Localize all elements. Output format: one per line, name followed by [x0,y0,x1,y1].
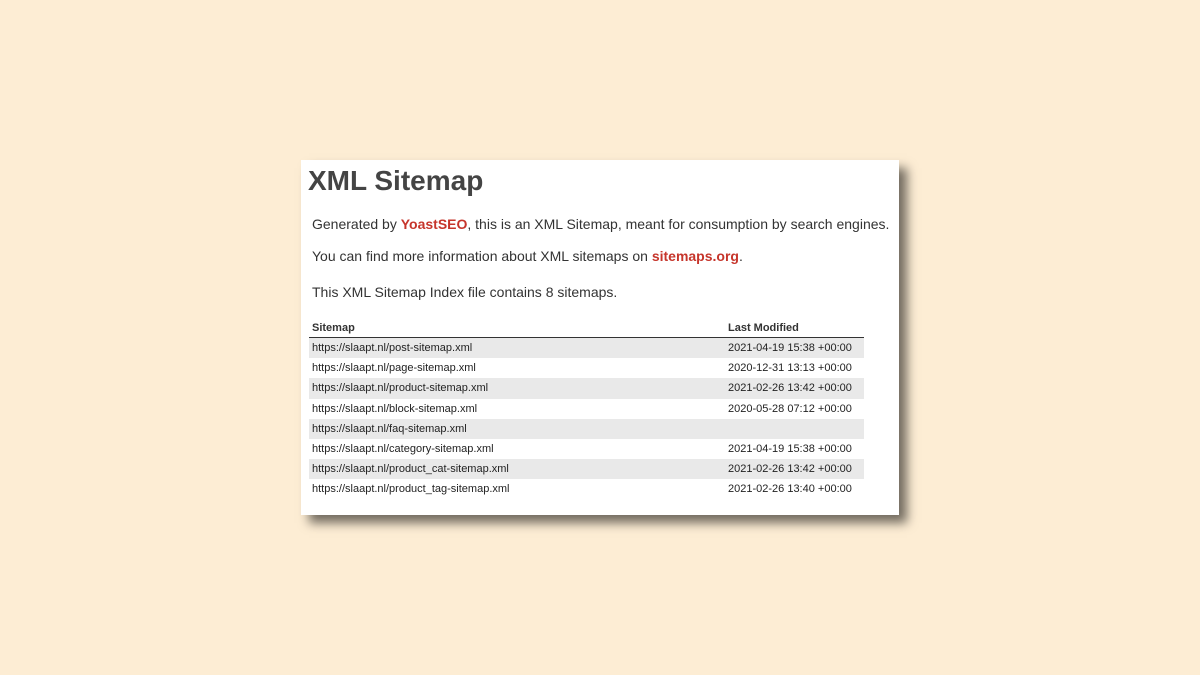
sitemap-card [301,160,899,515]
intro-prefix: Generated by [312,216,401,232]
page-title: XML Sitemap [308,165,484,196]
last-modified-cell: 2021-02-26 13:42 +00:00 [725,459,864,479]
sitemap-url-cell [309,399,725,419]
sitemap-link[interactable]: https://slaapt.nl/product_tag-sitemap.xml [312,483,510,496]
info-suffix: . [738,248,743,264]
sitemap-column-header: Sitemap [309,318,725,338]
sitemap-link[interactable]: https://slaapt.nl/faq-sitemap.xml [312,422,467,435]
sitemap-link[interactable]: https://slaapt.nl/product-sitemap.xml [312,382,489,395]
sitemap-url-cell [309,338,725,359]
info-prefix: You can find more information about XML sitemaps on [312,248,652,264]
sitemap-url-cell [309,459,725,479]
table-row [309,419,864,439]
sitemap-link[interactable]: https://slaapt.nl/product_cat-sitemap.xml [312,463,509,476]
last-modified-column-header: Last Modified [725,318,864,338]
last-modified-cell: 2020-05-28 07:12 +00:00 [728,402,852,415]
table-row [309,459,864,479]
sitemap-url-cell [309,419,725,439]
sitemap-url-cell [309,439,725,459]
sitemap-url-cell [309,378,725,398]
intro-text [312,215,889,233]
table-row [309,439,864,459]
sitemap-link[interactable]: https://slaapt.nl/category-sitemap.xml [312,443,494,456]
table-row [309,378,864,398]
sitemaps-org-link[interactable]: sitemaps.org [651,248,739,264]
table-row [309,358,864,378]
sitemap-link[interactable]: https://slaapt.nl/post-sitemap.xml [312,342,473,355]
sitemap-link[interactable]: https://slaapt.nl/page-sitemap.xml [312,362,476,375]
sitemap-url-cell [309,479,725,499]
intro-suffix: , this is an XML Sitemap, meant for consumption by search engines. [467,216,890,232]
last-modified-cell: 2021-02-26 13:42 +00:00 [725,378,864,398]
last-modified-cell: 2020-12-31 13:13 +00:00 [728,362,852,375]
table-row [309,399,864,419]
table-row [309,338,864,359]
table-row [309,479,864,499]
last-modified-cell: 2021-02-26 13:40 +00:00 [728,483,852,496]
last-modified-cell: 2021-04-19 15:38 +00:00 [725,338,864,359]
last-modified-cell: 2021-04-19 15:38 +00:00 [728,443,852,456]
sitemap-link[interactable]: https://slaapt.nl/block-sitemap.xml [312,402,478,415]
summary-text: This XML Sitemap Index file contains 8 sitemaps. [312,284,618,300]
info-text [312,247,743,265]
table-header-row [309,318,864,338]
sitemap-url-cell [309,358,725,378]
sitemap-table [309,318,864,500]
last-modified-cell [725,419,864,439]
yoastseo-link[interactable]: YoastSEO [400,216,468,232]
